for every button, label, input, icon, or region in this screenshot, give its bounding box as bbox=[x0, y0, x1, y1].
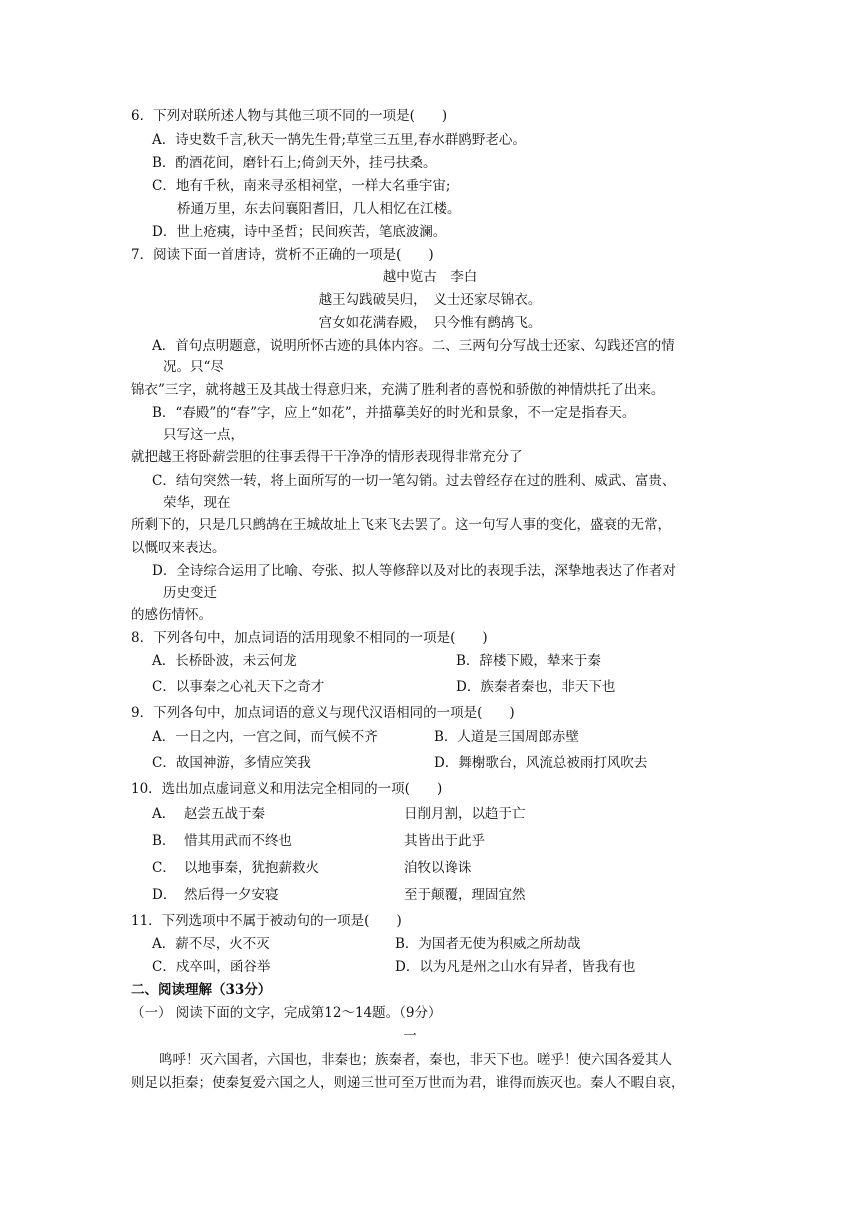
q10-row-c-right: 洎牧以谗诛 bbox=[404, 860, 472, 876]
q10-row-a-label: A． bbox=[152, 806, 176, 822]
section-heading: 二、阅读理解（33分） bbox=[131, 982, 272, 998]
q7-option-a-line3: 锦衣”三字，就将越王及其战士得意归来，充满了胜利者的喜悦和骄傲的神情烘托了出来。 bbox=[131, 382, 665, 398]
q10-row-a-right: 日削月割，以趋于亡 bbox=[404, 806, 526, 822]
q8-option-b: B．辞楼下殿，辇来于秦 bbox=[456, 653, 601, 669]
q7-option-b-line2: 只写这一点， bbox=[163, 427, 244, 443]
q6-option-c-line2: 桥通万里，东去问襄阳耆旧，几人相忆在江楼。 bbox=[177, 201, 461, 217]
q9-option-b: B．人道是三国周郎赤壁 bbox=[434, 729, 579, 745]
q8-option-c: C．以事秦之心礼天下之奇才 bbox=[152, 679, 325, 695]
q9-stem: 9．下列各句中，加点词语的意义与现代汉语相同的一项是( ) bbox=[131, 705, 515, 721]
q10-row-d-right: 至于颠覆，理固宜然 bbox=[404, 887, 526, 903]
q11-option-d: D．以为凡是州之山水有异者，皆我有也 bbox=[395, 959, 636, 975]
q9-option-a: A．一日之内，一宫之间，而气候不齐 bbox=[152, 729, 378, 745]
q7-option-d-line1: D．全诗综合运用了比喻、夸张、拟人等修辞以及对比的表现手法，深挚地表达了作者对 bbox=[152, 563, 676, 579]
q8-option-a: A．长桥卧波，未云何龙 bbox=[152, 653, 297, 669]
q6-stem: 6．下列对联所述人物与其他三项不同的一项是( ) bbox=[131, 108, 448, 124]
q6-option-c-line1: C．地有千秋，南来寻丞相祠堂，一样大名垂宇宙; bbox=[152, 178, 451, 194]
q7-option-b-line1: B．“春殿”的“春”字，应上“如花”，并描摹美好的时光和景象，不一定是指春天。 bbox=[152, 405, 636, 421]
q7-option-a-line2: 况。只“尽 bbox=[163, 359, 224, 375]
q10-row-c-label: C． bbox=[152, 860, 176, 876]
q7-option-c-line4: 以慨叹来表达。 bbox=[131, 540, 226, 556]
q10-row-c-left: 以地事秦，犹抱薪救火 bbox=[184, 860, 319, 876]
passage-line-1: 鸣呼！灭六国者，六国也，非秦也；族秦者，秦也，非天下也。嗟乎！使六国各爱其人 bbox=[159, 1052, 672, 1068]
poem-title: 越中览古 李白 bbox=[382, 269, 478, 285]
poem-line-1: 越王勾践破吴归， 义士还家尽锦衣。 bbox=[318, 292, 542, 308]
passage-part-number: 一 bbox=[403, 1028, 417, 1044]
q11-option-a: A．薪不尽，火不灭 bbox=[152, 936, 270, 952]
q11-stem: 11．下列选项中不属于被动句的一项是( ) bbox=[131, 913, 402, 929]
q7-option-c-line1: C．结句突然一转，将上面所写的一切一笔勾销。过去曾经存在过的胜利、威武、富贵、 bbox=[152, 473, 676, 489]
q7-stem: 7．阅读下面一首唐诗，赏析不正确的一项是( ) bbox=[131, 247, 434, 263]
q7-option-a-line1: A．首句点明题意，说明所怀古迹的具体内容。二、三两句分写战士还家、勾践还宫的情 bbox=[152, 338, 675, 354]
q10-stem: 10．选出加点虚词意义和用法完全相同的一项( ) bbox=[131, 781, 443, 797]
section-sub-instruction: （一） 阅读下面的文字，完成第12～14题。（9分） bbox=[131, 1005, 442, 1021]
q9-option-c: C．故国神游，多情应笑我 bbox=[152, 755, 311, 771]
q7-option-d-line2: 历史变迁 bbox=[163, 585, 217, 601]
q9-option-d: D．舞榭歌台，风流总被雨打风吹去 bbox=[434, 755, 648, 771]
q6-option-a: A．诗史数千言,秋天一鹄先生骨;草堂三五里,春水群鸥野老心。 bbox=[152, 132, 526, 148]
passage-line-2: 则足以拒秦；使秦复爱六国之人，则递三世可至万世而为君，谁得而族灭也。秦人不暇自哀， bbox=[131, 1075, 685, 1091]
q7-option-c-line3: 所剩下的，只是几只鹧鸪在王城故址上飞来飞去罢了。这一句写人事的变化，盛衰的无常， bbox=[131, 517, 671, 533]
q10-row-b-right: 其皆出于此乎 bbox=[404, 833, 485, 849]
q11-option-c: C．戍卒叫，函谷举 bbox=[152, 959, 271, 975]
q6-option-b: B．酌酒花间，磨针石上;倚剑天外，挂弓扶桑。 bbox=[152, 155, 437, 171]
q11-option-b: B．为国者无使为积威之所劫哉 bbox=[395, 936, 581, 952]
q7-option-c-line2: 荣华，现在 bbox=[163, 495, 231, 511]
q8-option-d: D．族秦者秦也，非天下也 bbox=[456, 679, 616, 695]
poem-line-2: 宫女如花满春殿， 只今惟有鹧鸪飞。 bbox=[318, 315, 542, 331]
q7-option-d-line3: 的感伤情怀。 bbox=[131, 607, 212, 623]
q10-row-b-label: B． bbox=[152, 833, 176, 849]
q8-stem: 8．下列各句中，加点词语的活用现象不相同的一项是( ) bbox=[131, 630, 488, 646]
q10-row-b-left: 惜其用武而不终也 bbox=[184, 833, 292, 849]
q6-option-d: D．世上疮痍，诗中圣哲；民间疾苦，笔底波澜。 bbox=[152, 224, 447, 240]
q10-row-a-left: 赵尝五战于秦 bbox=[184, 806, 265, 822]
q10-row-d-label: D． bbox=[152, 887, 177, 903]
q7-option-b-line3: 就把越王将卧薪尝胆的往事丢得干干净净的情形表现得非常充分了 bbox=[131, 449, 523, 465]
q10-row-d-left: 然后得一夕安寝 bbox=[184, 887, 279, 903]
